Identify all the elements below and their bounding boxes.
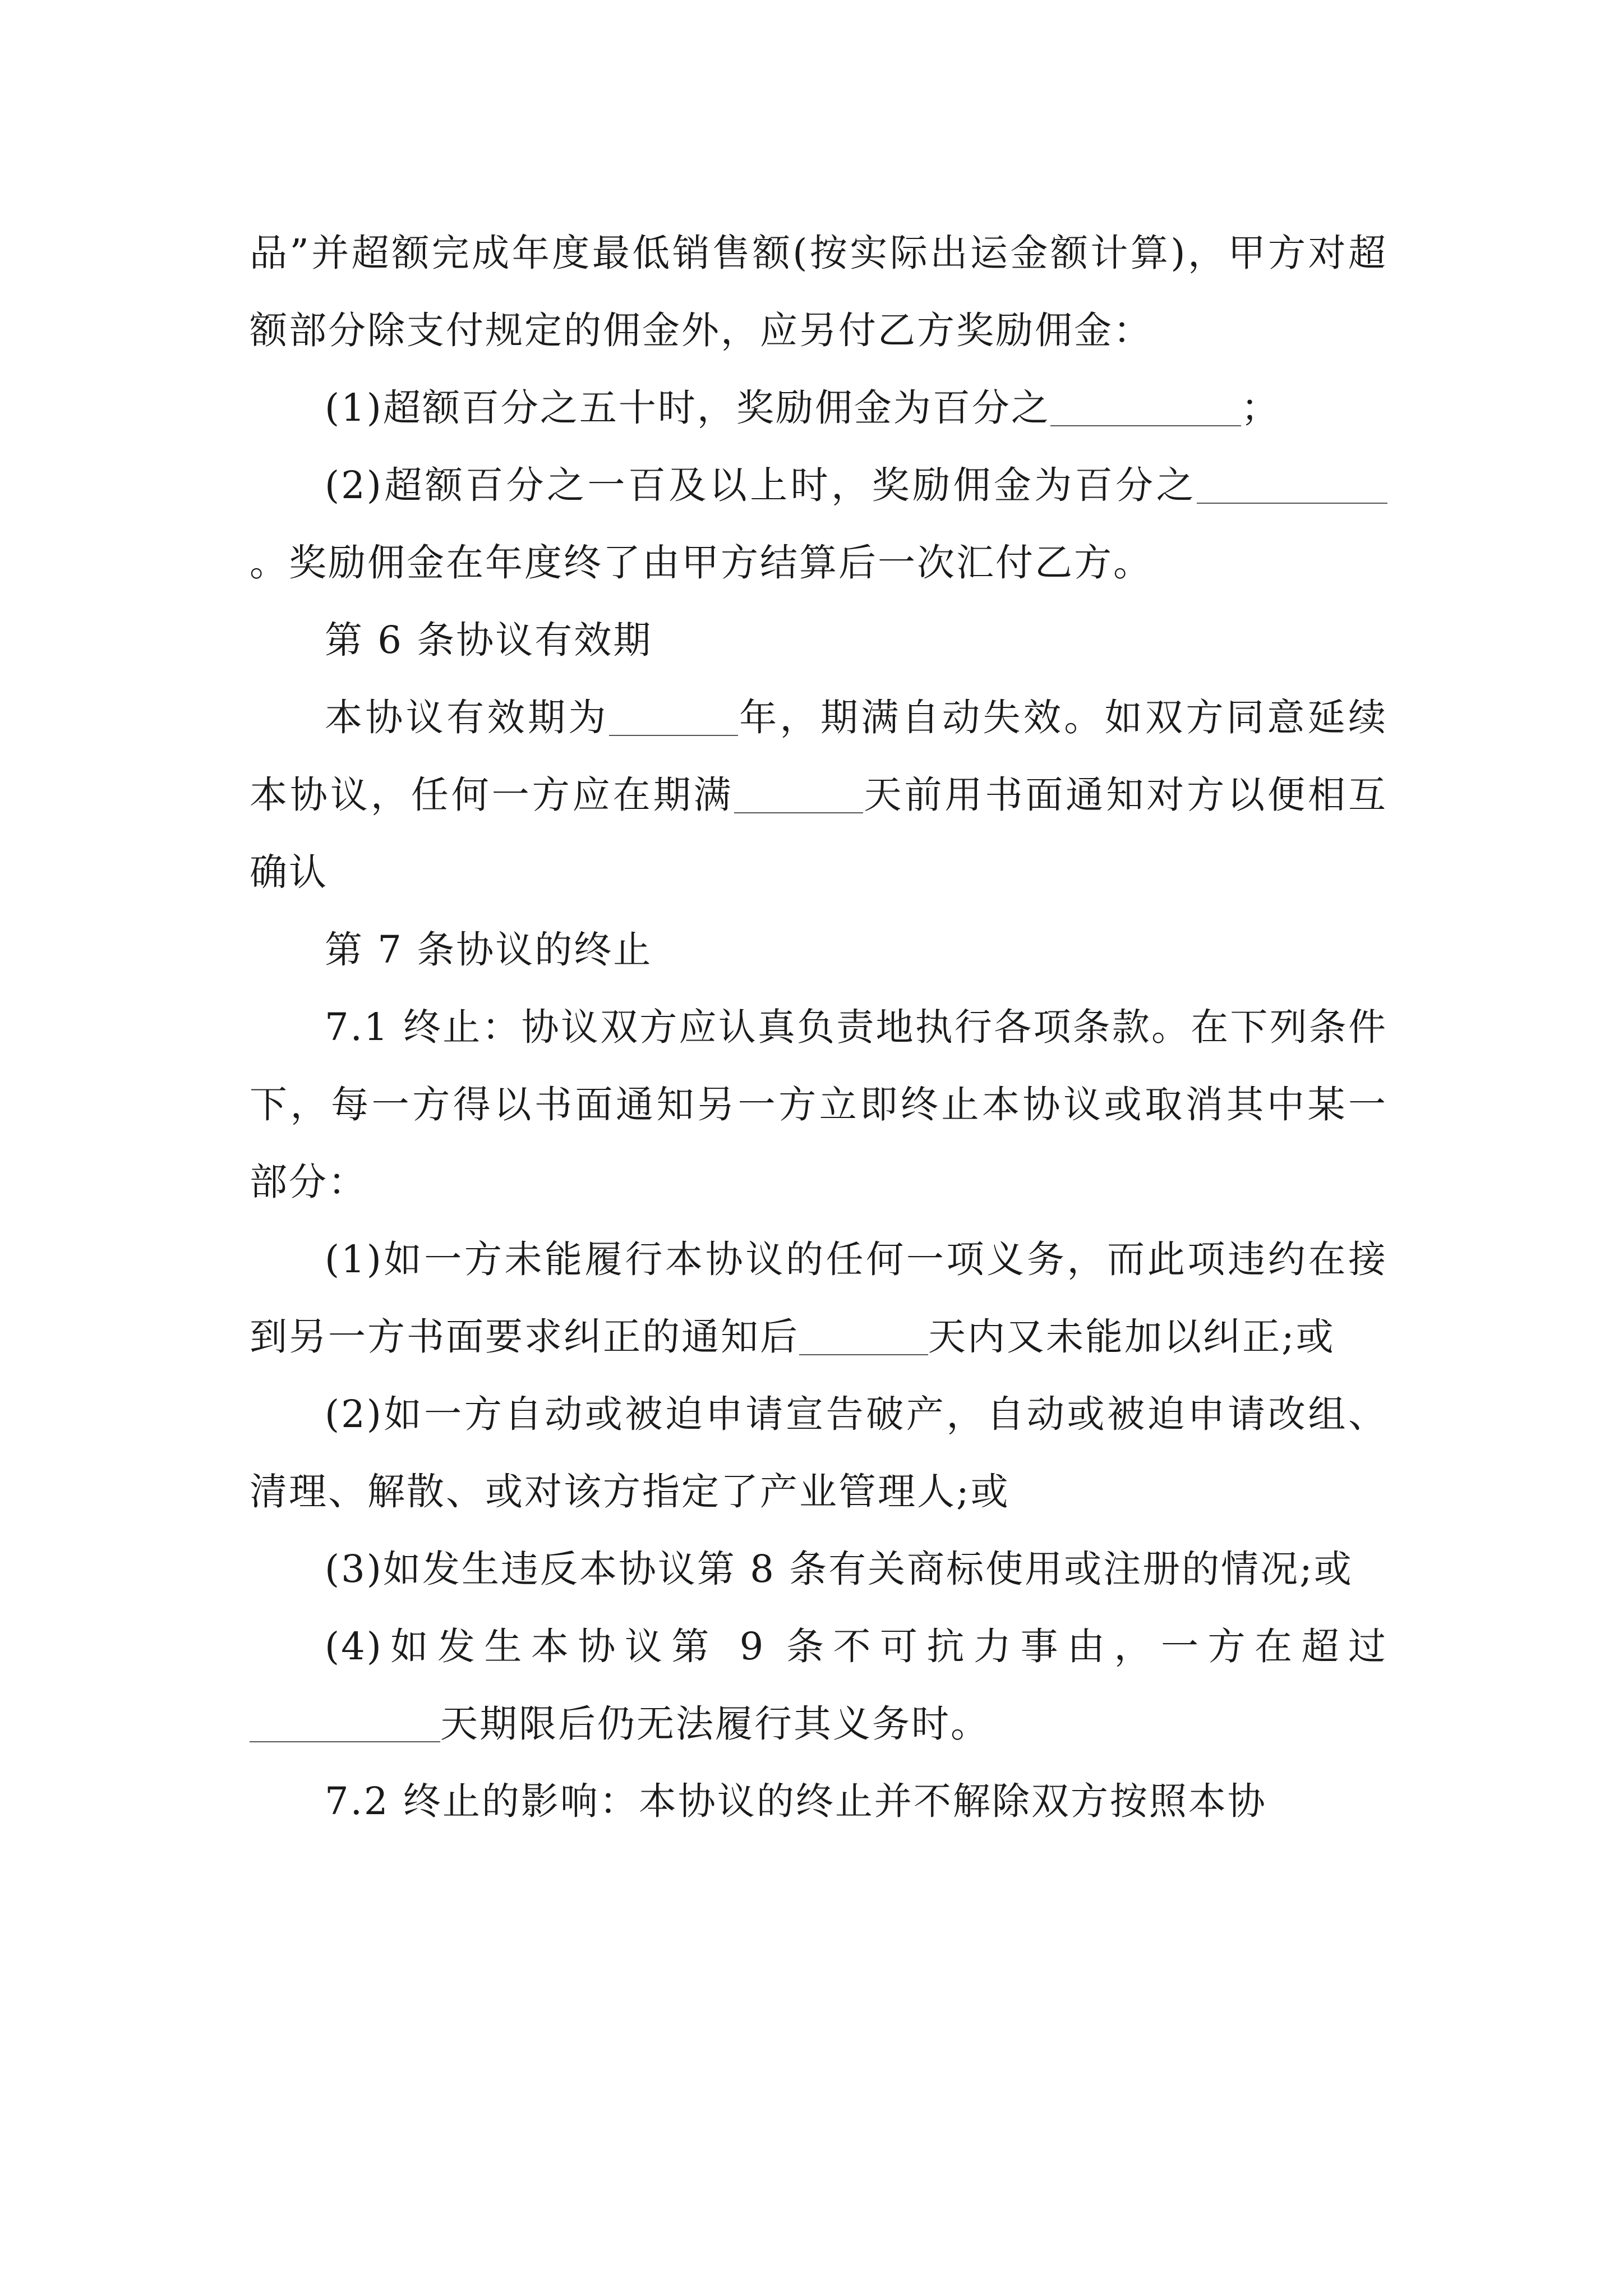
text-run: 品”并超额完成年度最低销售额(按实际出运金额计算)，甲方对超额部分除支付规定的佣金外，应另付乙方奖励佣金： <box>250 231 1387 352</box>
text-run: 天前用书面通知对方以便相互确认 <box>250 773 1388 894</box>
heading-text: 第 7 条协议的终止 <box>325 928 653 972</box>
heading-text: 第 6 条协议有效期 <box>325 618 653 662</box>
text-run: 。奖励佣金在年度终了由甲方结算后一次汇付乙方。 <box>250 541 1152 585</box>
text-run: (1)如一方未能履行本协议的任何一项义务，而此项违约在接到另一方书面要求纠正的通知后 <box>250 1237 1387 1359</box>
fill-in-blank[interactable] <box>609 697 738 736</box>
text-run: 本协议有效期为 <box>325 696 609 739</box>
paragraph-validity-period <box>250 679 1387 911</box>
paragraph-bonus-item-2 <box>250 447 1387 601</box>
text-run: 7.1 终止：协议双方应认真负责地执行各项条款。在下列条件下，每一方得以书面通知另一方立即终止本协议或取消其中某一部分： <box>250 1005 1387 1204</box>
paragraph-bonus-item-1 <box>250 369 1387 447</box>
paragraph-termination-7-1 <box>250 988 1387 1221</box>
text-run: 7.2 终止的影响：本协议的终止并不解除双方按照本协 <box>325 1779 1267 1823</box>
text-run: (3)如发生违反本协议第 8 条有关商标使用或注册的情况;或 <box>325 1547 1353 1591</box>
heading-article-7 <box>250 911 1387 988</box>
paragraph-termination-item-2 <box>250 1375 1387 1530</box>
text-run: (1)超额百分之五十时，奖励佣金为百分之 <box>325 386 1050 430</box>
text-run: (2)如一方自动或被迫申请宣告破产，自动或被迫申请改组、清理、解散、或对该方指定了产业管理人;或 <box>250 1392 1387 1513</box>
text-run: ； <box>1241 386 1280 430</box>
text-run: 年，期满自动失效。如双方同意延续本协议，任何一方应在期满 <box>250 696 1388 817</box>
fill-in-blank[interactable] <box>1197 465 1387 504</box>
text-run: 天期限后仍无法履行其义务时。 <box>440 1702 990 1746</box>
fill-in-blank[interactable] <box>250 1704 440 1742</box>
paragraph-termination-item-4 <box>250 1608 1387 1763</box>
paragraph-termination-item-3 <box>250 1530 1387 1608</box>
paragraph-bonus-intro <box>250 214 1387 369</box>
text-run: (4)如发生本协议第 9 条不可抗力事由，一方在超过 <box>325 1625 1387 1668</box>
fill-in-blank[interactable] <box>734 775 863 813</box>
text-run: (2)超额百分之一百及以上时，奖励佣金为百分之 <box>325 463 1197 507</box>
paragraph-termination-7-2 <box>250 1763 1387 1840</box>
fill-in-blank[interactable] <box>1050 388 1241 426</box>
heading-article-6 <box>250 601 1387 679</box>
paragraph-termination-item-1 <box>250 1221 1387 1375</box>
text-run: 天内又未能加以纠正;或 <box>928 1315 1335 1359</box>
fill-in-blank[interactable] <box>799 1317 928 1355</box>
